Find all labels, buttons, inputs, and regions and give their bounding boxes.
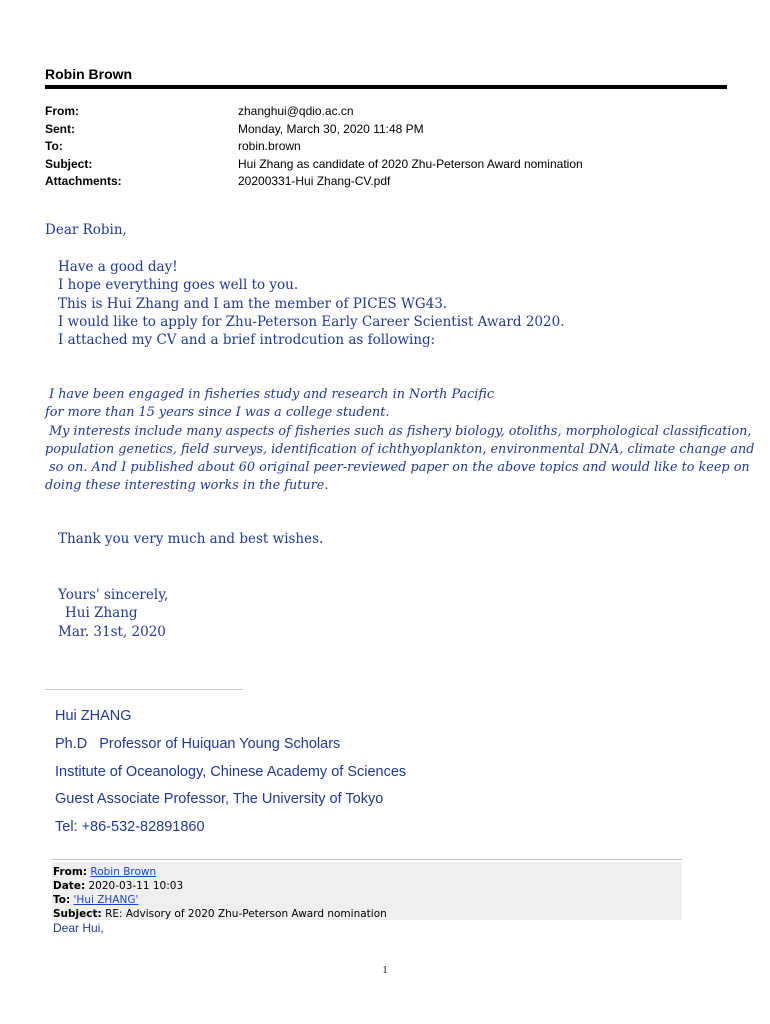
from-label: From: xyxy=(45,104,79,118)
intro-paragraph xyxy=(58,258,564,349)
quoted-divider xyxy=(52,859,682,860)
body-line: for more than 15 years since I was a college student. xyxy=(45,405,390,421)
body-line: Have a good day! xyxy=(58,259,178,275)
subject-label: Subject: xyxy=(45,156,93,171)
header-attachments xyxy=(45,173,583,191)
quoted-subject-label: Subject: xyxy=(53,908,102,920)
body-line: I hope everything goes well to you. xyxy=(58,277,299,294)
body-line: I would like to apply for Zhu-Peterson Early Career Scientist Award 2020. xyxy=(58,313,565,330)
signature-title-line xyxy=(55,731,406,759)
signature-guest-position: Guest Associate Professor, The University of Tokyo xyxy=(55,791,384,808)
quoted-to xyxy=(53,893,387,907)
body-line: doing these interesting works in the future. xyxy=(45,478,329,494)
attachment-file[interactable]: 20200331-Hui Zhang-CV.pdf xyxy=(238,174,391,188)
quoted-to-label: To: xyxy=(53,894,71,906)
email-headers xyxy=(45,103,583,191)
to-label: To: xyxy=(45,139,63,153)
header-from xyxy=(45,103,583,121)
quoted-headers xyxy=(53,865,387,921)
body-line: My interests include many aspects of fisheries such as fishery biology, otoliths, morphological classification, xyxy=(45,423,752,439)
quoted-to-link[interactable]: 'Hui ZHANG' xyxy=(73,894,139,906)
header-subject xyxy=(45,156,583,174)
signature-degree: Ph.D xyxy=(55,735,88,752)
sent-value: Monday, March 30, 2020 11:48 PM xyxy=(238,121,424,136)
closing-date: Mar. 31st, 2020 xyxy=(58,623,166,640)
page-number: 1 xyxy=(382,965,388,976)
sent-label: Sent: xyxy=(45,121,75,136)
body-line: I attached my CV and a brief introdcution as following: xyxy=(58,332,436,349)
quoted-date-value: 2020-03-11 10:03 xyxy=(88,880,184,892)
quoted-from-label: From: xyxy=(53,866,88,878)
body-line: so on. And I published about 60 original peer-reviewed paper on the above topics and would like to keep on xyxy=(45,460,750,476)
closing-name: Hui Zhang xyxy=(65,605,138,622)
research-paragraph xyxy=(45,386,754,496)
quoted-from xyxy=(53,865,387,879)
signature-block xyxy=(55,703,406,842)
closing-valediction: Yours' sincerely, xyxy=(58,587,169,603)
header-rule xyxy=(45,85,727,89)
thanks-line: Thank you very much and best wishes. xyxy=(58,531,324,547)
closing xyxy=(58,586,168,641)
body-line: population genetics, field surveys, identification of ichthyoplankton, environmental DNA, climate change and xyxy=(45,441,755,457)
quoted-subject-value: RE: Advisory of 2020 Zhu-Peterson Award nomination xyxy=(105,908,387,920)
from-value: zhanghui@qdio.ac.cn xyxy=(238,104,354,118)
header-sent xyxy=(45,121,583,139)
to-value: robin.brown xyxy=(238,139,301,153)
signature-divider xyxy=(45,689,243,690)
signature-name: Hui ZHANG xyxy=(55,708,132,724)
body-line: This is Hui Zhang and I am the member of PICES WG43. xyxy=(58,295,448,312)
signature-title: Professor of Huiquan Young Scholars xyxy=(99,735,341,752)
header-to xyxy=(45,138,583,156)
quoted-greeting: Dear Hui, xyxy=(53,921,104,935)
body-line: I have been engaged in fisheries study and research in North Pacific xyxy=(45,387,495,402)
signature-institute: Institute of Oceanology, Chinese Academy of Sciences xyxy=(55,763,407,780)
subject-value: Hui Zhang as candidate of 2020 Zhu-Peterson Award nomination xyxy=(238,156,583,171)
signature-tel: Tel: +86-532-82891860 xyxy=(55,819,205,836)
quoted-from-link[interactable]: Robin Brown xyxy=(90,866,157,878)
salutation: Dear Robin, xyxy=(45,222,127,238)
quoted-subject xyxy=(53,907,387,921)
quoted-date xyxy=(53,879,387,893)
quoted-date-label: Date: xyxy=(53,880,86,892)
sender-name: Robin Brown xyxy=(45,66,133,82)
attachments-label: Attachments: xyxy=(45,174,122,188)
